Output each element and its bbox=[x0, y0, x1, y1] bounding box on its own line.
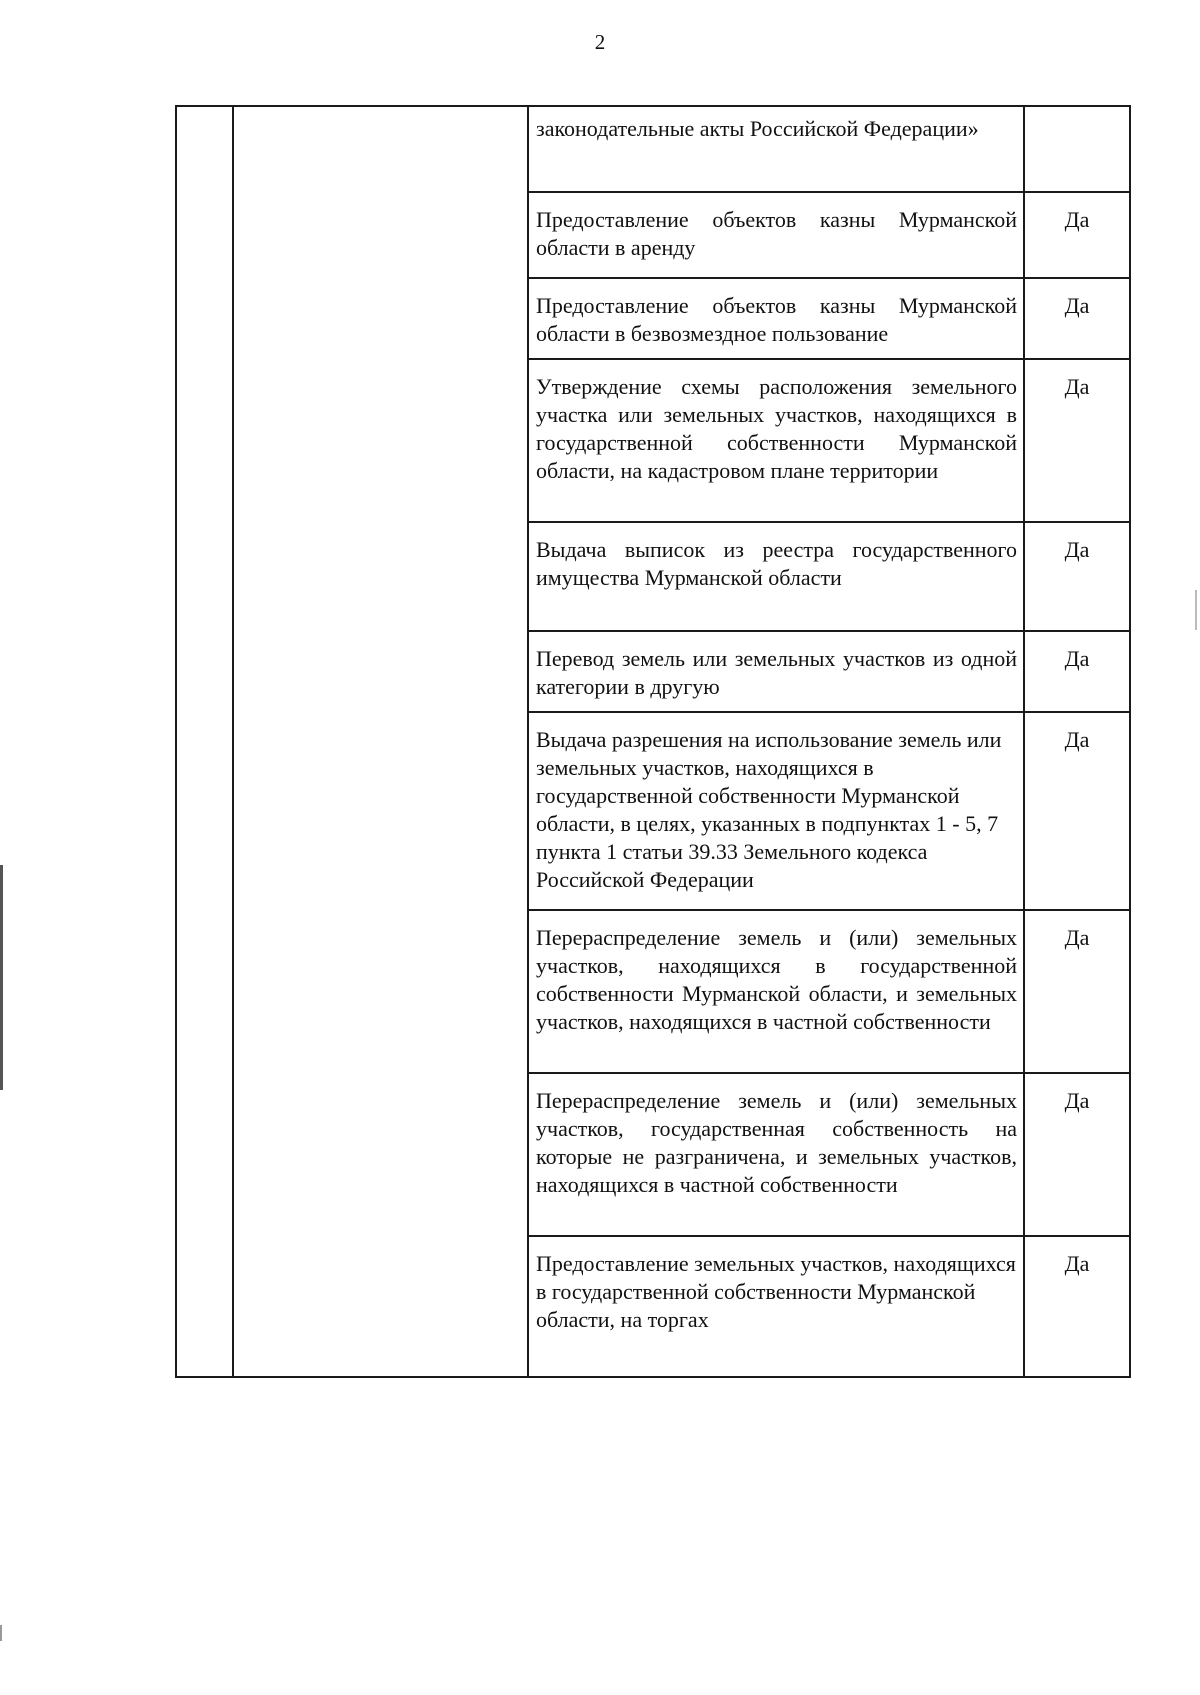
answer-cell: Да bbox=[1024, 1236, 1130, 1377]
table-row bbox=[176, 106, 1130, 192]
service-cell: Перераспределение земель и (или) земельных участков, находящихся в государственной собственности Мурманской области, и земельных участков, находящихся в частной собственности bbox=[528, 910, 1024, 1073]
answer-cell bbox=[1024, 106, 1130, 192]
answer-cell: Да bbox=[1024, 192, 1130, 278]
services-table bbox=[175, 105, 1131, 1378]
scan-edge-mark bbox=[0, 865, 3, 1090]
service-cell: Перераспределение земель и (или) земельных участков, государственная собственность на которые не разграничена, и земельных участков, находящихся в частной собственности bbox=[528, 1073, 1024, 1236]
answer-cell: Да bbox=[1024, 522, 1130, 631]
answer-cell: Да bbox=[1024, 359, 1130, 522]
service-cell: Перевод земель или земельных участков из одной категории в другую bbox=[528, 631, 1024, 712]
authority-column bbox=[233, 106, 528, 1377]
service-cell: Предоставление объектов казны Мурманской области в безвозмездное пользование bbox=[528, 278, 1024, 359]
answer-cell: Да bbox=[1024, 910, 1130, 1073]
scan-edge-mark bbox=[1195, 590, 1197, 630]
number-column bbox=[176, 106, 233, 1377]
service-cell: Предоставление объектов казны Мурманской области в аренду bbox=[528, 192, 1024, 278]
service-cell: законодательные акты Российской Федерации» bbox=[528, 106, 1024, 192]
scan-edge-mark bbox=[0, 1625, 2, 1641]
service-cell: Утверждение схемы расположения земельного участка или земельных участков, находящихся в государственной собственности Мурманской области, на кадастровом плане территории bbox=[528, 359, 1024, 522]
answer-cell: Да bbox=[1024, 278, 1130, 359]
service-cell: Выдача выписок из реестра государственного имущества Мурманской области bbox=[528, 522, 1024, 631]
service-cell: Выдача разрешения на использование земель или земельных участков, находящихся в государственной собственности Мурманской области, в целях, указанных в подпунктах 1 - 5, 7 пункта 1 статьи 39.33 Земельного кодекса Российской Федерации bbox=[528, 712, 1024, 910]
answer-cell: Да bbox=[1024, 712, 1130, 910]
service-cell: Предоставление земельных участков, находящихся в государственной собственности Мурманской области, на торгах bbox=[528, 1236, 1024, 1377]
answer-cell: Да bbox=[1024, 631, 1130, 712]
page-number: 2 bbox=[594, 30, 606, 54]
answer-cell: Да bbox=[1024, 1073, 1130, 1236]
